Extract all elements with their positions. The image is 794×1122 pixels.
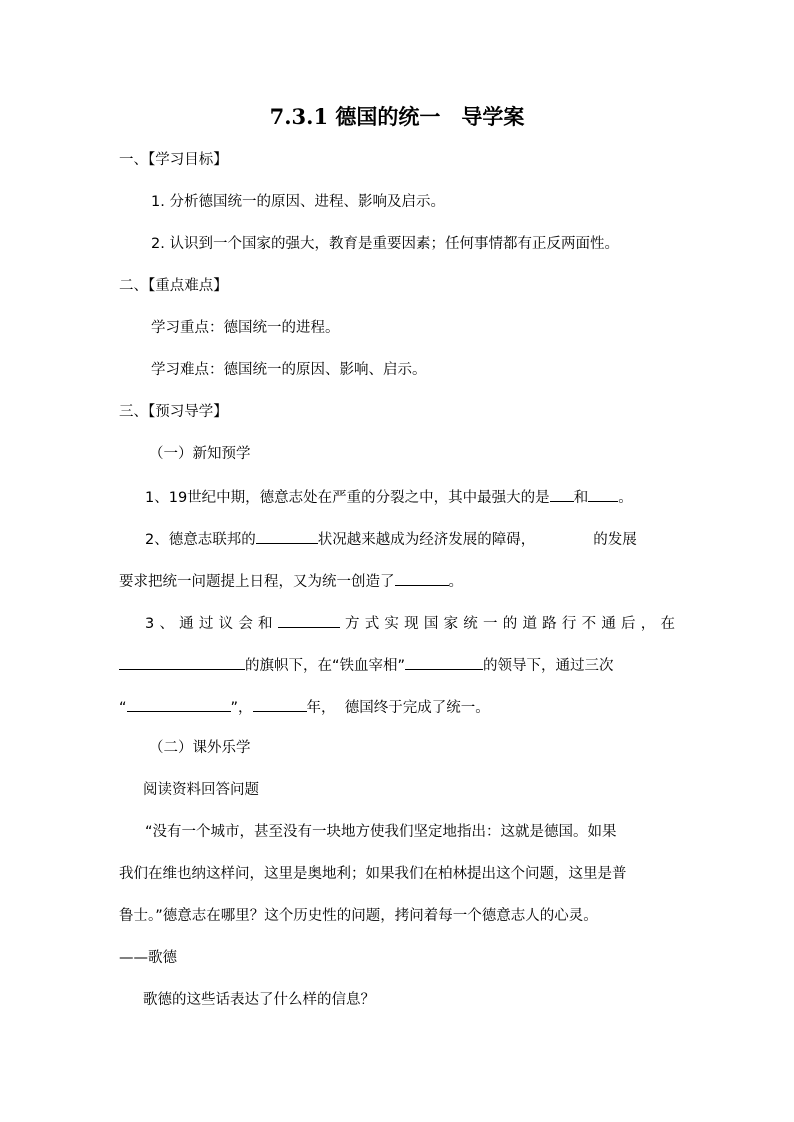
question-3-char: 过: [198, 616, 214, 632]
question-3-char: ，: [640, 616, 656, 632]
question-3-char: 通: [601, 616, 616, 632]
question-3-char: 3: [145, 616, 155, 632]
reading-question: 歌德的这些话表达了什么样的信息？: [143, 992, 375, 1008]
quote-line-3: 鲁士。”德意志在哪里？这个历史性的问题，拷问着每一个德意志人的心灵。: [119, 908, 598, 924]
question-3-char: 一: [483, 616, 498, 632]
subsection-new-knowledge: （一）新知预学: [149, 446, 251, 462]
objective-item-2: 2. 认识到一个国家的强大，教育是重要因素；任何事情都有正反两面性。: [151, 236, 619, 252]
quote-line-2: 我们在维也纳这样问，这里是奥地利；如果我们在柏林提出这个问题，这里是普: [119, 866, 627, 882]
question-3-char: 议: [218, 616, 234, 632]
section-heading-key-points: 二、【重点难点】: [119, 278, 228, 294]
question-3-text-c: “: [119, 700, 127, 716]
question-3-char: 家: [443, 616, 459, 632]
section-heading-preview: 三、【预习导学】: [119, 404, 228, 420]
question-3-char: 通: [179, 616, 194, 632]
question-1-text-a: 1、19世纪中期，德意志处在严重的分裂之中，其中最强大的是: [145, 490, 550, 506]
question-3-char: 的: [502, 616, 518, 632]
question-3-char: 国: [423, 616, 439, 632]
question-3-char: 道: [522, 616, 537, 632]
question-2-text-d: 要求把统一问题提上日程，又为统一创造了: [119, 574, 395, 590]
question-3-text-a: 的旗帜下，在“铁血宰相”: [245, 658, 406, 674]
question-2-text-c: 的发展: [593, 532, 637, 548]
difficulty-text: 学习难点：德国统一的原因、影响、启示。: [151, 362, 427, 378]
question-3-char: 和: [258, 616, 273, 632]
question-3-char: 路: [542, 616, 557, 632]
question-2-text-e: 。: [448, 574, 463, 590]
question-3-char: 统: [463, 616, 478, 632]
fill-blank[interactable]: [550, 486, 574, 502]
key-point-text: 学习重点：德国统一的进程。: [151, 320, 340, 336]
question-2-line-1: [145, 528, 701, 550]
quote-author: ——歌德: [119, 950, 177, 966]
section-heading-objectives: 一、【学习目标】: [119, 152, 228, 168]
quote-line-1: “没有一个城市，甚至没有一块地方使我们坚定地指出：这就是德国。如果: [145, 824, 617, 840]
page-title: 7.3.1 德国的统一 导学案: [269, 104, 525, 129]
subsection-extracurricular: （二）课外乐学: [149, 740, 251, 756]
fill-blank[interactable]: [119, 654, 245, 670]
question-3-char: 在: [660, 616, 675, 632]
question-3-char: 后: [621, 616, 636, 632]
question-3-line-3: [119, 696, 675, 718]
question-3-char: 行: [561, 616, 577, 632]
question-3-text-b: 的领导下，通过三次: [483, 658, 614, 674]
question-2-text-b: 状况越来越成为经济发展的障碍，: [317, 532, 536, 548]
fill-blank[interactable]: [405, 654, 483, 670]
question-3-text-e: 年， 德国终于完成了统一。: [306, 700, 490, 716]
objective-item-1: 1. 分析德国统一的原因、进程、影响及启示。: [151, 194, 445, 210]
fill-blank[interactable]: [588, 486, 618, 502]
question-3-line-2: [119, 654, 675, 676]
question-2-line-2: [119, 570, 675, 592]
question-1-text-c: 。: [618, 490, 633, 506]
fill-blank[interactable]: [278, 612, 340, 628]
question-2-text-a: 2、德意志联邦的: [145, 532, 256, 548]
question-3-char: 不: [581, 616, 597, 632]
question-3-char: 会: [238, 616, 253, 632]
fill-blank[interactable]: [256, 528, 318, 544]
question-3-line-1: [145, 612, 675, 634]
fill-blank[interactable]: [395, 570, 449, 586]
question-3-char: 方: [344, 616, 360, 632]
question-3-char: 实: [384, 616, 399, 632]
fill-blank[interactable]: [127, 696, 231, 712]
question-3-char: 现: [404, 616, 419, 632]
fill-blank[interactable]: [253, 696, 307, 712]
question-3-char: 式: [364, 616, 380, 632]
question-3-text-d: ”，: [230, 700, 253, 716]
question-3-char: 、: [159, 616, 174, 632]
question-1: [145, 486, 701, 508]
reading-title: 阅读资料回答问题: [143, 782, 259, 798]
question-1-text-b: 和: [573, 490, 589, 506]
